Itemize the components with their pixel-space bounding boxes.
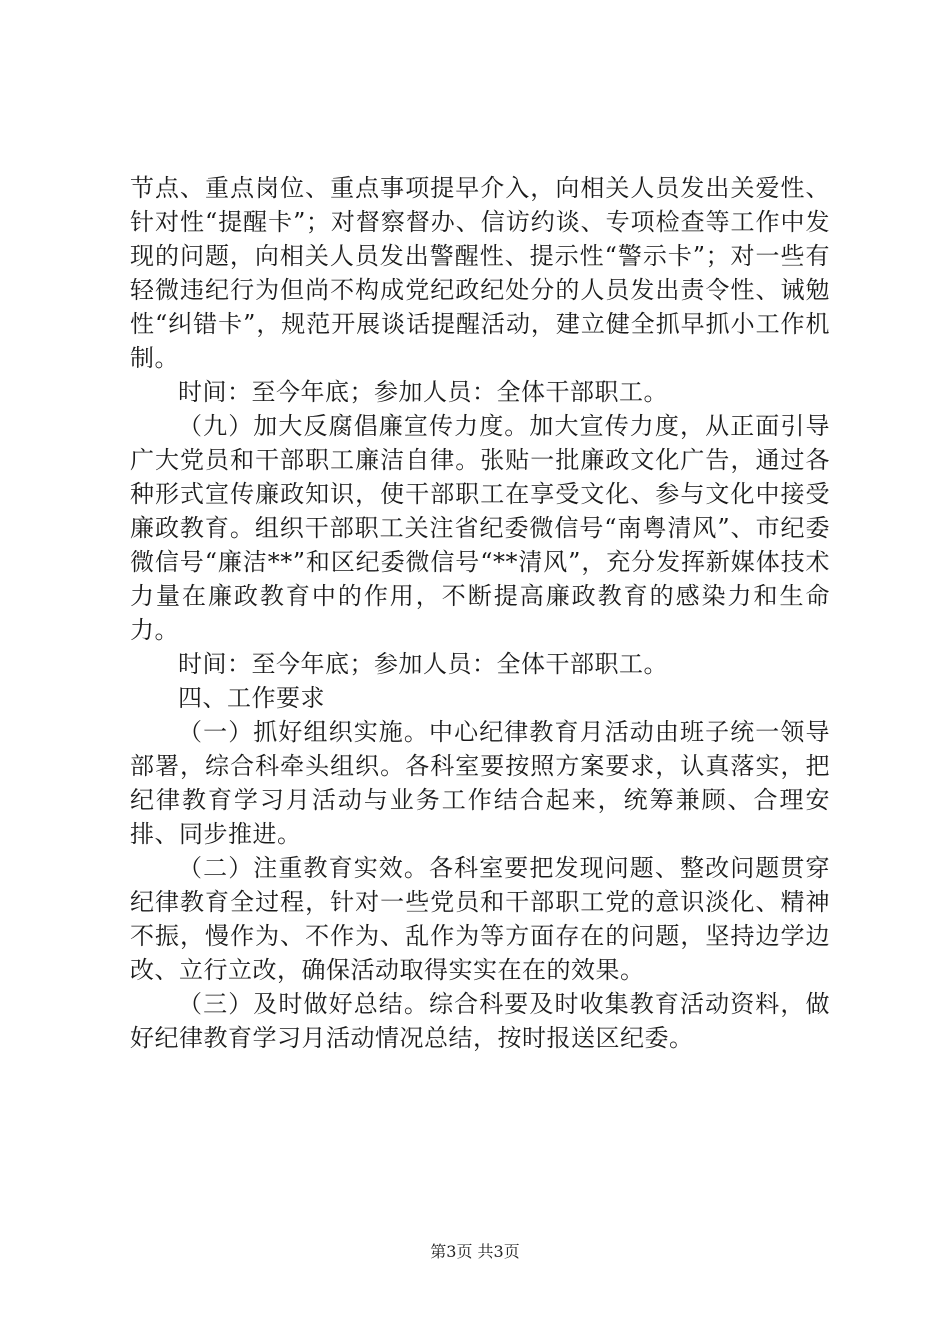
paragraph-time-note: 时间：至今年底；参加人员：全体干部职工。 xyxy=(178,650,668,678)
paragraph-continuation: 节点、重点岗位、重点事项提早介入，向相关人员发出关爱性、针对性“提醒卡”；对督察督办、信访约谈、专项检查等工作中发现的问题，向相关人员发出警醒性、提示性“警示卡”；对一些有轻微违纪行为但尚不构成党纪政纪处分的人员发出责令性、诫勉性“纠错卡”，规范开展谈话提醒活动，建立健全抓早抓小工作机制。 xyxy=(130,174,830,372)
paragraph-time-note: 时间：至今年底；参加人员：全体干部职工。 xyxy=(178,378,668,406)
paragraph-requirement-two: （二）注重教育实效。各科室要把发现问题、整改问题贯穿纪律教育全过程，针对一些党员和干部职工党的意识淡化、精神不振，慢作为、不作为、乱作为等方面存在的问题，坚持边学边改、立行立改，确保活动取得实实在在的效果。 xyxy=(130,854,830,984)
document-body xyxy=(130,171,830,1055)
paragraph-requirement-three: （三）及时做好总结。综合科要及时收集教育活动资料，做好纪律教育学习月活动情况总结，按时报送区纪委。 xyxy=(130,990,830,1052)
section-heading-requirements: 四、工作要求 xyxy=(178,684,325,712)
paragraph-requirement-one: （一）抓好组织实施。中心纪律教育月活动由班子统一领导部署，综合科牵头组织。各科室要按照方案要求，认真落实，把纪律教育学习月活动与业务工作结合起来，统筹兼顾、合理安排、同步推进。 xyxy=(130,718,830,848)
paragraph-item-nine: （九）加大反腐倡廉宣传力度。加大宣传力度，从正面引导广大党员和干部职工廉洁自律。张贴一批廉政文化广告，通过各种形式宣传廉政知识，使干部职工在享受文化、参与文化中接受廉政教育。组织干部职工关注省纪委微信号“南粤清风”、市纪委微信号“廉洁**”和区纪委微信号“**清风”，充分发挥新媒体技术力量在廉政教育中的作用，不断提高廉政教育的感染力和生命力。 xyxy=(130,412,830,644)
page-number-footer: 第3页 共3页 xyxy=(430,1242,520,1261)
